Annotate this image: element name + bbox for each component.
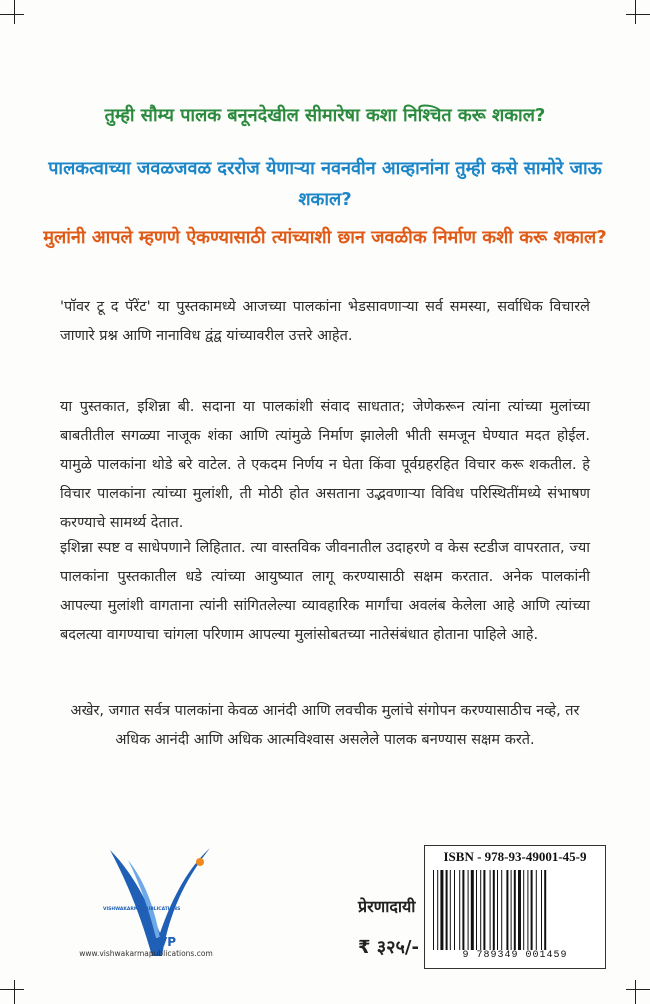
- paragraph-dialogue: या पुस्तकात, इशिन्ना बी. सदाना या पालकांशी संवाद साधतात; जेणेकरून त्यांना त्यांच्या मुलांच्या बाबतीतील सगळ्या नाजूक शंका आणि त्यांमुळे निर्माण झालेली भीती समजून घेण्यात मदत होईल. यामुळे पालकांना थोडे बरे वाटेल. ते एकदम निर्णय न घेता किंवा पूर्वग्रहरहित विचार करू शकतील. हे विचार पालकांना त्यांच्या मुलांशी, ती मोठी होत असताना उद्भवणाऱ्या विविध परिस्थितींमध्ये संभाषण करण्याचे सामर्थ्य देतात.: [60, 399, 590, 531]
- barcode-bar: [518, 870, 521, 950]
- barcode-bar: [497, 870, 498, 950]
- barcode-digits: 9 789349 001459: [462, 950, 568, 961]
- paragraph-intro: 'पॉवर टू द पॅरेंट' या पुस्तकामध्ये आजच्या पालकांना भेडसावणाऱ्या सर्व समस्या, सर्वाधिक विचारले जाणारे प्रश्न आणि नानाविध द्वंद्व यांच्यावरील उत्तरे आहेत.: [60, 299, 590, 344]
- barcode-bar: [450, 870, 451, 950]
- barcode-bar: [490, 870, 491, 950]
- logo-name: VISHWAKARMA PUBLICATIONS: [103, 907, 181, 912]
- barcode-bar: [541, 870, 542, 950]
- barcode-bar: [437, 870, 438, 950]
- paragraph-conclusion: अखेर, जगात सर्वत्र पालकांना केवळ आनंदी आणि लवचीक मुलांचे संगोपन करण्यासाठीच नव्हे, तर अधिक आनंदी आणि अधिक आत्मविश्वास असलेले पालक बनण्यास सक्षम करते.: [70, 703, 580, 748]
- barcode-bar: [511, 870, 512, 950]
- barcode-bar: [446, 870, 448, 950]
- logo-mark: VP: [158, 935, 177, 949]
- barcode-bar: [527, 870, 528, 950]
- question-challenges: पालकत्वाच्या जवळजवळ दररोज येणाऱ्या नवनवीन आव्हानांना तुम्ही कसे सामोरे जाऊ शकाल?: [48, 158, 602, 210]
- barcode-bar: [440, 870, 443, 950]
- barcode-bar: [468, 870, 469, 950]
- barcode-bar: [433, 870, 434, 950]
- barcode-bar: [454, 870, 455, 950]
- barcode-bar: [471, 870, 474, 950]
- question-connection: मुलांनी आपले म्हणणे ऐकण्यासाठी त्यांच्याशी छान जवळीक निर्माण कशी करू शकाल?: [43, 227, 607, 248]
- barcode-bar: [462, 870, 464, 950]
- barcode-bar: [501, 870, 502, 950]
- barcode-bar: [476, 870, 477, 950]
- barcode-bar: [536, 870, 537, 950]
- paragraph-style: इशिन्ना स्पष्ट व साधेपणाने लिहितात. त्या वास्तविक जीवनातील उदाहरणे व केस स्टडीज वापरतात, ज्या पालकांना पुस्तकातील धडे त्यांच्या आयुष्यात लागू करण्यासाठी सक्षम करतात. अनेक पालकांनी आपल्या मुलांशी वागताना त्यांनी सांगितलेल्या व्यावहारिक मार्गांचा अवलंब केलेला आहे आणि त्यांच्या बदलत्या वागण्याचा चांगला परिणाम आपल्या मुलांसोबतच्या नातेसंबंधात होताना पाहिले आहे.: [60, 540, 590, 643]
- isbn-label: ISBN - 978-93-49001-45-9: [443, 849, 587, 864]
- barcode-bar: [493, 870, 495, 950]
- barcode-bar: [523, 870, 524, 950]
- question-boundaries: तुम्ही सौम्य पालक बनूनदेखील सीमारेषा कशा निश्चित करू शकाल?: [104, 105, 546, 126]
- publisher-url: www.vishwakarmapublications.com: [79, 949, 213, 958]
- barcode-bar: [531, 870, 533, 950]
- barcode: [424, 845, 606, 969]
- publisher-label: प्रेरणादायी: [358, 897, 416, 916]
- barcode-bar: [514, 870, 516, 950]
- barcode-bar: [480, 870, 481, 950]
- barcode-bar: [544, 870, 546, 950]
- barcode-bar: [459, 870, 460, 950]
- barcode-bar: [483, 870, 485, 950]
- price: ₹ ३२५/-: [358, 937, 419, 958]
- barcode-bars: [431, 870, 599, 950]
- barcode-bar: [506, 870, 508, 950]
